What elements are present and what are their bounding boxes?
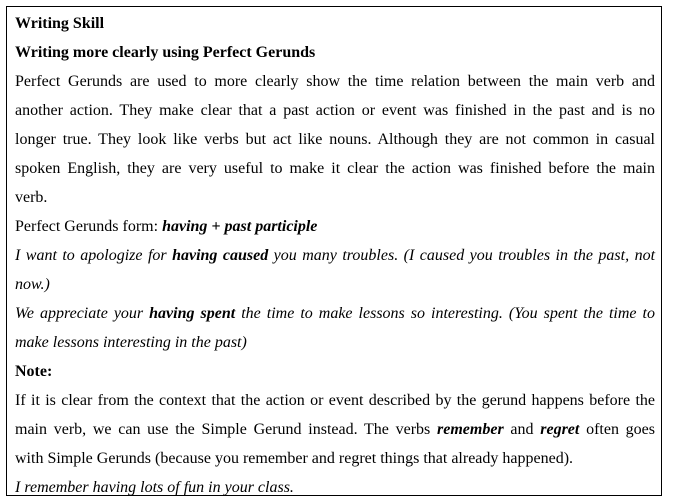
example-1-line-1	[15, 241, 655, 270]
note-regret: regret	[540, 421, 580, 438]
note-line-3: with Simple Gerunds (because you remember and regret things that already happened).	[15, 450, 574, 467]
note-line-2-c: and	[503, 421, 541, 438]
note-heading: Note:	[15, 363, 53, 380]
example-2-bold: having spent	[149, 305, 236, 322]
example-1-after: you many troubles. (I caused you troubles in the past, not	[268, 247, 656, 264]
intro-line-2: another action. They make clear that a past action or event was finished in the past and is no	[15, 102, 655, 119]
intro-line-4: spoken English, they are very useful to make it clear the action was finished before the main	[15, 160, 655, 177]
example-1-line-2: now.)	[15, 276, 50, 293]
section-subtitle: Writing more clearly using Perfect Gerunds	[15, 44, 316, 61]
note-remember: remember	[437, 421, 504, 438]
note-line-2-e: often goes	[579, 421, 655, 438]
example-1-before: I want to apologize for	[15, 247, 173, 264]
form-line	[15, 212, 661, 241]
form-pattern: having + past participle	[162, 218, 318, 235]
final-example: I remember having lots of fun in your class.	[15, 479, 294, 496]
section-title: Writing Skill	[15, 15, 105, 32]
intro-line-1: Perfect Gerunds are used to more clearly show the time relation between the main verb and	[15, 73, 655, 90]
note-line-2-a: main verb, we can use the Simple Gerund instead. The verbs	[15, 421, 438, 438]
intro-line-5: verb.	[15, 189, 48, 206]
example-1-bold: having caused	[172, 247, 269, 264]
example-2-before: We appreciate your	[15, 305, 150, 322]
form-prefix: Perfect Gerunds form:	[15, 218, 163, 235]
note-line-1: If it is clear from the context that the action or event described by the gerund happens before the	[15, 392, 655, 409]
example-2-after: the time to make lessons so interesting. (You spent the time to	[235, 305, 655, 322]
note-line-2	[15, 415, 655, 444]
writing-skill-box	[6, 6, 662, 496]
example-2-line-1	[15, 299, 655, 328]
example-2-line-2: make lessons interesting in the past)	[15, 334, 247, 351]
intro-line-3: longer true. They look like verbs but act like nouns. Although they are not common in casual	[15, 131, 655, 148]
